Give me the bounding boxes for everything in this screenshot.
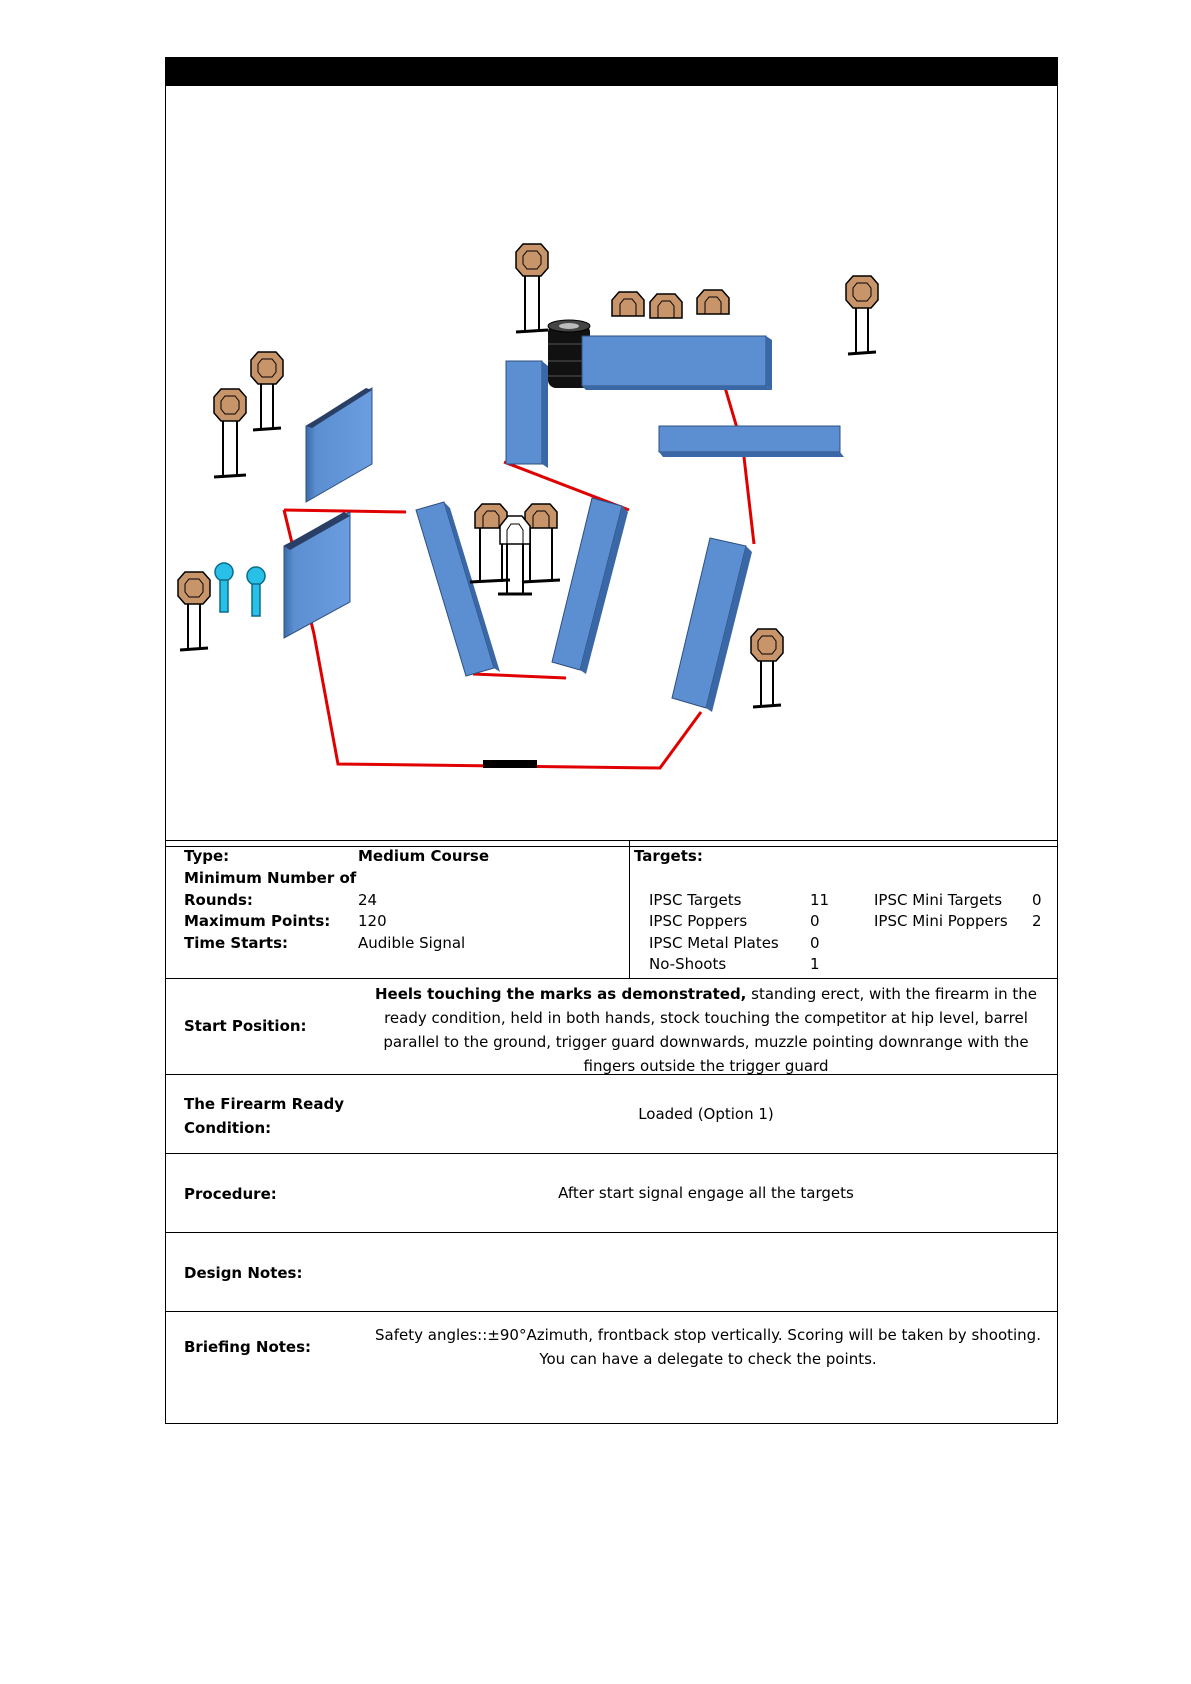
target-count-label: IPSC Poppers <box>649 912 748 930</box>
target-count-label: IPSC Metal Plates <box>649 934 779 952</box>
wall-angled-right <box>672 538 752 712</box>
mini-popper <box>215 563 233 612</box>
ipsc-target <box>178 572 210 650</box>
min-rounds-value: 24 <box>358 891 378 909</box>
header-bar <box>166 58 1057 86</box>
stage-diagram <box>166 86 1056 900</box>
mini-target-value: 2 <box>1032 912 1042 930</box>
start-position-lead: Heels touching the marks as demonstrated, <box>374 985 747 1003</box>
start-position-text <box>366 982 1046 1078</box>
ready-condition-label: The Firearm Ready <box>184 1095 344 1113</box>
design-notes-label: Design Notes: <box>184 1264 303 1282</box>
target-count-value: 1 <box>810 955 820 973</box>
start-position-label: Start Position: <box>184 1017 307 1035</box>
time-starts-value: Audible Signal <box>358 934 466 952</box>
procedure-label: Procedure: <box>184 1185 277 1203</box>
ready-condition-value: Loaded (Option 1) <box>638 1105 774 1123</box>
start-marker <box>483 760 537 768</box>
wall-center-vertical <box>506 361 548 468</box>
target-count-value: 0 <box>810 934 820 952</box>
max-points-label: Maximum Points: <box>184 912 331 930</box>
target-count-label: No-Shoots <box>649 955 727 973</box>
type-value: Medium Course <box>358 847 490 865</box>
wall-mid-right <box>659 426 844 457</box>
target-count-label: IPSC Targets <box>649 891 742 909</box>
procedure-value: After start signal engage all the targets <box>558 1184 854 1202</box>
briefing-notes-label: Briefing Notes: <box>184 1338 312 1356</box>
ipsc-target <box>846 276 878 354</box>
ipsc-target <box>516 244 548 332</box>
ipsc-target <box>251 352 283 430</box>
wall-top-right <box>582 336 772 390</box>
row-divider <box>166 1074 1057 1075</box>
row-divider <box>166 1153 1057 1154</box>
ipsc-target-half <box>650 294 682 318</box>
max-points-value: 120 <box>358 912 387 930</box>
mini-target-value: 0 <box>1032 891 1042 909</box>
center-target-cluster <box>470 504 560 594</box>
row-divider <box>166 1232 1057 1233</box>
type-label: Type: <box>184 847 230 865</box>
column-divider <box>629 840 630 978</box>
target-count-value: 11 <box>810 891 830 909</box>
min-rounds-label-2: Rounds: <box>184 891 253 909</box>
start-position-body: standing erect, with the firearm in the ready condition, held in both hands, stock touching the competitor at hip level, barrel parallel to the ground, trigger guard downwards, muzzle pointing downrange with the fingers outside the trigger guard <box>383 985 1038 1075</box>
ipsc-target <box>751 629 783 707</box>
wall-left-upper <box>306 388 372 502</box>
time-starts-label: Time Starts: <box>184 934 288 952</box>
min-rounds-label: Minimum Number of <box>184 869 357 887</box>
ipsc-target <box>214 389 246 477</box>
row-divider <box>166 1311 1057 1312</box>
ipsc-target-half <box>697 290 729 314</box>
mini-target-label: IPSC Mini Targets <box>874 891 1003 909</box>
briefing-notes-value: Safety angles::±90°Azimuth, frontback stop vertically. Scoring will be taken by shooting. You can have a delegate to check the points. <box>375 1326 1041 1368</box>
ready-condition-label-2: Condition: <box>184 1119 272 1137</box>
target-count-value: 0 <box>810 912 820 930</box>
targets-heading: Targets: <box>634 847 703 865</box>
section-divider <box>166 840 1057 841</box>
wall-angled-center <box>552 498 628 674</box>
mini-target-label: IPSC Mini Poppers <box>874 912 1008 930</box>
stage-sheet <box>165 57 1058 1424</box>
ipsc-target-half <box>612 292 644 316</box>
wall-left-lower <box>284 512 350 638</box>
mini-popper <box>247 567 265 616</box>
row-divider <box>166 978 1057 979</box>
section-divider <box>166 846 1057 847</box>
